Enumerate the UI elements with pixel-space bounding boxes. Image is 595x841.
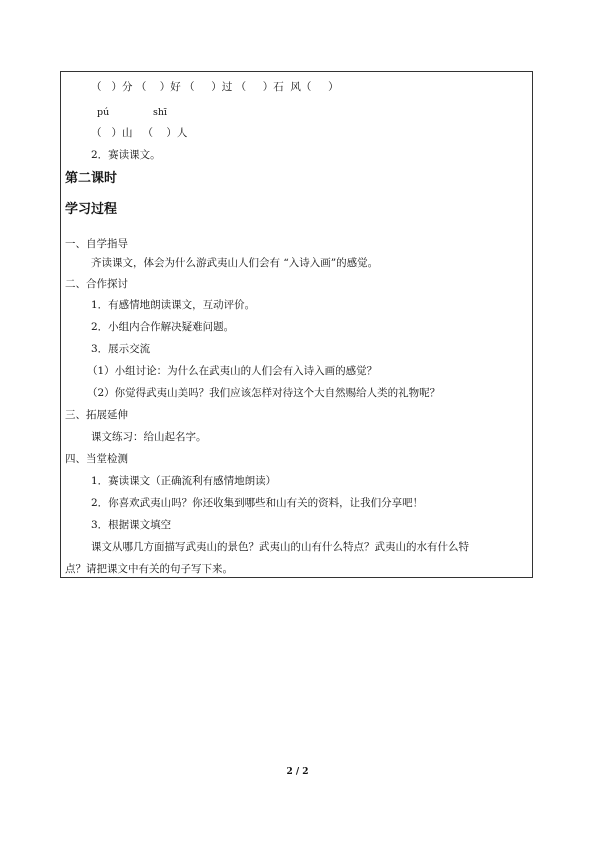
content-table-cell — [60, 71, 533, 578]
section-heading: 三、拓展延伸 — [65, 409, 128, 421]
lesson-subtitle: 学习过程 — [65, 202, 118, 217]
section-line: 1．赛读课文（正确流利有感情地朗读） — [91, 475, 277, 487]
blanks-row-1: （ ）分 （ ）好 （ ）过 （ ）石 风（ ） — [91, 81, 339, 93]
section-line: 3．根据课文填空 — [91, 519, 172, 531]
page-number: 2 / 2 — [286, 767, 309, 777]
section-line: （2）你觉得武夷山美吗？我们应该怎样对待这个大自然赐给人类的礼物呢？ — [87, 387, 441, 399]
section-heading: 二、合作探讨 — [65, 278, 128, 290]
section-heading: 一、自学指导 — [65, 238, 128, 250]
section-line: 点？请把课文中有关的句子写下来。 — [65, 563, 233, 575]
exercise-item-2: 2．赛读课文。 — [91, 149, 161, 161]
section-line: （1）小组讨论：为什么在武夷山的人们会有入诗入画的感觉？ — [87, 365, 378, 377]
section-line: 1．有感情地朗读课文，互动评价。 — [91, 299, 256, 311]
section-line: 课文从哪几方面描写武夷山的景色？武夷山的山有什么特点？武夷山的水有什么特 — [91, 541, 469, 553]
lesson-title: 第二课时 — [65, 171, 118, 186]
section-line: 3．展示交流 — [91, 343, 151, 355]
blanks-row-2: （ ）山 （ ）人 — [91, 127, 188, 139]
pinyin-pu: pú — [97, 107, 110, 118]
section-line: 齐读课文，体会为什么游武夷山人们会有 “入诗入画”的感觉。 — [91, 257, 379, 269]
section-line: 2．你喜欢武夷山吗？你还收集到哪些和山有关的资料，让我们分享吧！ — [91, 497, 424, 509]
pinyin-shi: shī — [153, 107, 168, 118]
section-heading: 四、当堂检测 — [65, 453, 128, 465]
section-line: 2．小组内合作解决疑难问题。 — [91, 321, 235, 333]
section-line: 课文练习：给山起名字。 — [91, 431, 207, 443]
